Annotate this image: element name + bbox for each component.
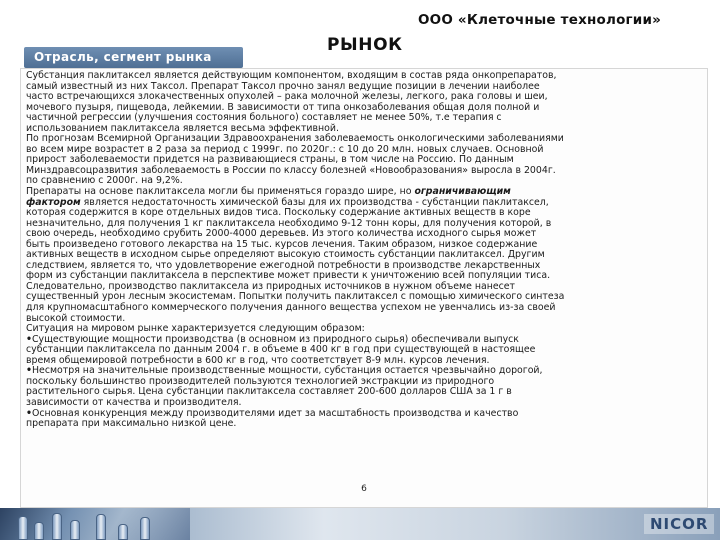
text-line: активных веществ в исходном сырье определяют высокую стоимость субстанции паклитаксел. Другим: [26, 249, 545, 261]
bullet-line: • Основная конкуренция между производителями идет за масштабность производства и качество: [26, 409, 708, 420]
test-tube-icon: [70, 520, 80, 540]
bullet-line: • Существующие мощности производства (в основном из природного сырья) обеспечивали выпуск: [26, 335, 708, 346]
text-line: во всем мире возрастет в 2 раза за период с 1999г. по 2020г.: с 10 до 20 млн. новых случаев. Основной: [26, 143, 544, 155]
text-line: препарата при максимально низкой цене.: [26, 418, 237, 430]
text-line: самый известный из них Таксол. Препарат Таксол прочно занял ведущие позиции в лечении наиболее: [26, 80, 540, 92]
text-line: По прогнозам Всемирной Организации Здравоохранения заболеваемость онкологическими заболеваниями: [26, 133, 564, 145]
test-tube-icon: [52, 513, 62, 540]
page-number: 6: [361, 484, 367, 494]
test-tube-icon: [96, 514, 106, 540]
page-title: РЫНОК: [327, 35, 403, 55]
lab-equipment-image: [0, 508, 190, 540]
emphasis-text: ограничивающим: [414, 186, 511, 198]
test-tube-icon: [118, 524, 128, 540]
company-logo: NICOR: [644, 514, 714, 534]
emphasis-text: фактором: [26, 196, 81, 208]
text-line: Субстанция паклитаксел является действующим компонентом, входящим в состав ряда онкопрепаратов,: [26, 70, 557, 81]
test-tube-icon: [140, 517, 150, 540]
text-line: мочевого пузыря, пищевода, лейкемии. В зависимости от типа онкозаболевания общая доля полной и: [26, 101, 540, 113]
text-line: использованием паклитаксела является весьма эффективной.: [26, 122, 339, 134]
text-line: быть произведено готового лекарства на 15 тыс. курсов лечения. Таким образом, низкое содержание: [26, 238, 538, 250]
text-line: Ситуация на мировом рынке характеризуется следующим образом:: [26, 323, 365, 335]
company-name: ООО «Клеточные технологии»: [418, 12, 662, 28]
test-tube-icon: [34, 522, 44, 540]
body-text: [26, 71, 708, 430]
text-line: незначительно, для получения 1 кг паклитаксела необходимо 9-12 тонн коры, для получения которой, в: [26, 217, 552, 229]
bullet-line: • Несмотря на значительные производственные мощности, субстанция остается чрезвычайно дорогой,: [26, 366, 708, 377]
section-badge: Отрасль, сегмент рынка: [24, 47, 243, 68]
text-line: свою очередь, необходимо срубить 2000-4000 деревьев. Из этого количества исходного сырья может: [26, 228, 537, 240]
text-line: зависимости от качества и производителя.: [26, 396, 242, 408]
text-line: форм из субстанции паклитаксела в перспективе может привести к уничтожению всей популяции тиса.: [26, 270, 551, 282]
text-line: высокой стоимости.: [26, 312, 126, 324]
text-line: для крупномасштабного коммерческого получения данного вещества успехом не увенчались из-за своей: [26, 302, 556, 314]
text-line: растительного сырья. Цена субстанции паклитаксела составляет 200-600 долларов США за 1 г в: [26, 386, 512, 398]
text-run: Препараты на основе паклитаксела могли бы применяться гораздо шире, но: [26, 186, 415, 198]
text-line: часто встречающихся злокачественных опухолей – рака молочной железы, легкого, рака головы и шеи,: [26, 91, 548, 103]
text-line: прирост заболеваемости придется на развивающиеся страны, в том числе на Россию. По данным: [26, 154, 514, 166]
text-line: субстанции паклитаксела по данным 2004 г. в объеме в 400 кг в год при существующей в настоящее: [26, 344, 536, 356]
text-line: частичной регрессии (улучшения состояния больного) составляет не менее 50%, т.е терапия с: [26, 112, 502, 124]
text-line: по сравнению с 2000г. на 9,2%.: [26, 175, 183, 187]
text-line: поскольку большинство производителей пользуются технологией экстракции из природного: [26, 375, 495, 387]
text-line: Следовательно, производство паклитаксела из природных источников в нужном объеме нанесет: [26, 280, 515, 292]
text-line: время общемировой потребности в 600 кг в год, что соответствует 8-9 млн. курсов лечения.: [26, 354, 490, 366]
text-line: которая содержится в коре отдельных видов тиса. Поскольку содержание активных веществ в коре: [26, 207, 531, 219]
text-line: существенный урон лесным экосистемам. Попытки получить паклитаксел с помощью химического синтеза: [26, 291, 565, 303]
test-tube-icon: [18, 516, 28, 540]
text-line: следствием, является то, что удовлетворение ежегодной потребности в производстве лекарственных: [26, 259, 541, 271]
text-run: является недостаточность химической базы для их производства - субстанции паклитаксел,: [80, 196, 549, 208]
text-line: Минздравсоцразвития заболеваемость в России по классу болезней «Новообразования» выросла в 2004г.: [26, 164, 556, 176]
